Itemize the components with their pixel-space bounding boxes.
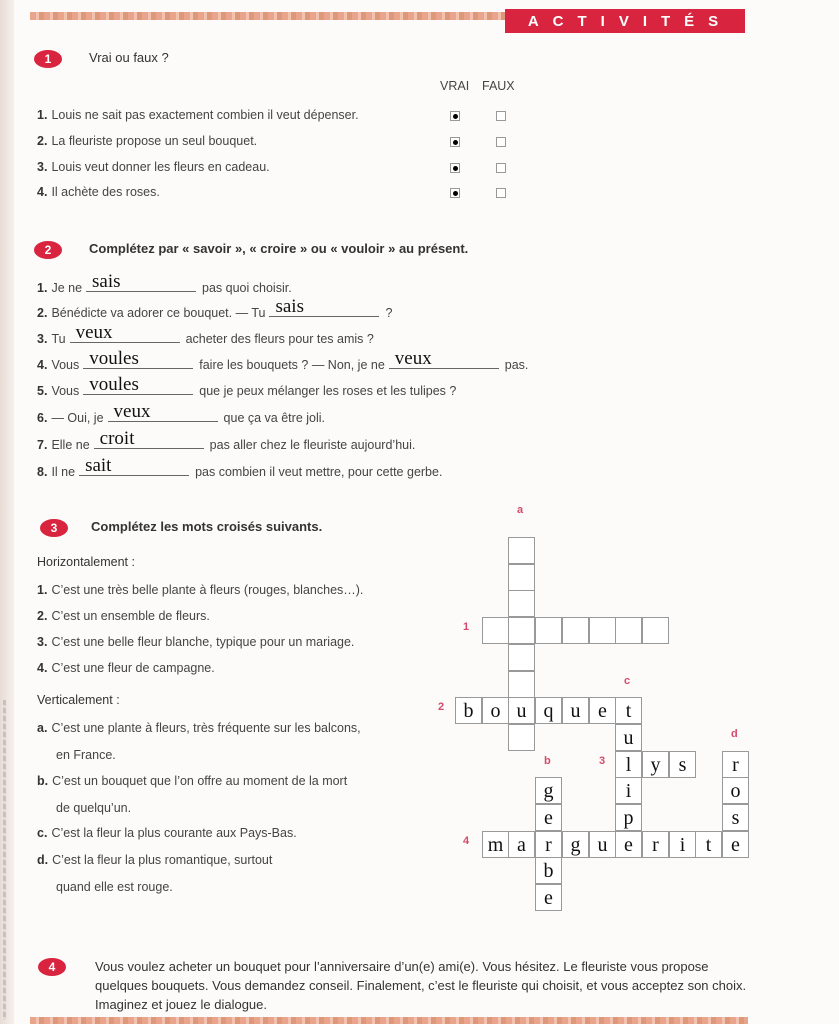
grid-label-4: 4 [463, 835, 470, 847]
clue-number: 3. [37, 635, 48, 649]
grid-label-3: 3 [599, 755, 606, 767]
activity-3-title: Complétez les mots croisés suivants. [91, 519, 323, 534]
crossword-cell[interactable]: r [722, 751, 749, 778]
true-false-item [37, 134, 257, 148]
crossword-cell[interactable] [508, 537, 535, 564]
section-title: ACTIVITÉS [505, 9, 745, 33]
clue-text: C’est une très belle plante à fleurs (rouges, blanches…). [51, 583, 364, 597]
crossword-cell[interactable]: a [508, 831, 535, 858]
grid-label-a: a [517, 504, 524, 516]
crossword-cell[interactable]: g [562, 831, 589, 858]
item-text-after: pas quoi choisir. [202, 281, 292, 295]
crossword-cell[interactable]: r [642, 831, 669, 858]
item-text-after: acheter des fleurs pour tes amis ? [185, 332, 374, 346]
item-number: 2. [37, 306, 48, 320]
answer-blank[interactable] [94, 428, 204, 449]
grid-label-b: b [544, 755, 551, 767]
crossword-cell[interactable]: s [722, 804, 749, 831]
item-text-after: pas aller chez le fleuriste aujourd’hui. [209, 438, 416, 452]
vertical-clue [37, 721, 361, 735]
fill-in-item [37, 374, 457, 398]
vertical-clue [37, 774, 347, 788]
item-number: 8. [37, 465, 48, 479]
crossword-cell[interactable] [508, 644, 535, 671]
fill-in-item [37, 348, 529, 372]
clue-number: 1. [37, 583, 48, 597]
item-number: 2. [37, 134, 48, 148]
item-text-after: faire les bouquets ? — Non, je ne [199, 358, 385, 372]
item-text-after: que ça va être joli. [223, 411, 325, 425]
item-number: 6. [37, 411, 48, 425]
activity-4-badge: 4 [38, 958, 66, 976]
clue-number: 2. [37, 609, 48, 623]
crossword-cell[interactable]: u [589, 831, 616, 858]
handwritten-answer: sais [92, 271, 121, 292]
crossword-cell[interactable]: t [615, 697, 642, 724]
clue-text: C’est une plante à fleurs, très fréquente sur les balcons, [51, 721, 361, 735]
checked-mark [453, 114, 458, 119]
vertical-clue [37, 826, 297, 840]
checked-mark [453, 166, 458, 171]
item-text-after: pas combien il veut mettre, pour cette gerbe. [195, 465, 443, 479]
activity-2-badge: 2 [34, 241, 62, 259]
crossword-cell[interactable] [508, 617, 535, 644]
clue-text: quand elle est rouge. [56, 880, 173, 894]
item-number: 5. [37, 384, 48, 398]
crossword-cell[interactable] [615, 617, 642, 644]
page-spine [0, 0, 14, 1024]
clue-text: C’est une belle fleur blanche, typique pour un mariage. [51, 635, 355, 649]
clue-number: b. [37, 774, 49, 788]
checked-mark [453, 140, 458, 145]
clue-text: C’est un bouquet que l’on offre au moment de la mort [52, 774, 348, 788]
item-number: 1. [37, 281, 48, 295]
clue-number: d. [37, 853, 49, 867]
item-text: Il achète des roses. [51, 185, 160, 199]
faux-checkbox[interactable] [496, 111, 506, 121]
crossword-cell[interactable]: q [535, 697, 562, 724]
item-text-before: Je ne [51, 281, 83, 295]
fill-in-item [37, 401, 325, 425]
activity-1-badge: 1 [34, 50, 62, 68]
vertical-label: Verticalement : [37, 693, 120, 707]
true-false-item [37, 185, 160, 199]
item-number: 1. [37, 108, 48, 122]
answer-blank[interactable] [269, 296, 379, 317]
vertical-clue-continued [56, 801, 131, 815]
crossword-cell[interactable]: e [615, 831, 642, 858]
crossword-cell[interactable]: i [615, 777, 642, 804]
item-text: Louis ne sait pas exactement combien il veut dépenser. [51, 108, 359, 122]
item-text-before: Tu [51, 332, 66, 346]
header-band [30, 12, 505, 20]
crossword-cell[interactable] [642, 617, 669, 644]
crossword-cell[interactable]: s [669, 751, 696, 778]
crossword-cell[interactable]: y [642, 751, 669, 778]
answer-blank[interactable] [70, 322, 180, 343]
fill-in-item [37, 322, 374, 346]
handwritten-answer: voules [89, 348, 139, 369]
horizontal-clue [37, 661, 215, 675]
grid-label-1: 1 [463, 621, 470, 633]
crossword-cell[interactable]: i [669, 831, 696, 858]
vrai-checkbox[interactable] [450, 188, 460, 198]
horizontal-clue [37, 609, 210, 623]
item-text: La fleuriste propose un seul bouquet. [51, 134, 258, 148]
handwritten-answer: croit [99, 428, 135, 449]
item-number: 4. [37, 185, 48, 199]
clue-number: c. [37, 826, 48, 840]
crossword-cell[interactable]: e [722, 831, 749, 858]
crossword-cell[interactable]: b [535, 857, 562, 884]
item-text-after: ? [385, 306, 393, 320]
fill-in-item [37, 296, 393, 320]
fill-in-item [37, 428, 416, 452]
crossword-cell[interactable] [508, 564, 535, 591]
crossword-cell[interactable]: u [562, 697, 589, 724]
crossword-cell[interactable] [535, 617, 562, 644]
item-number: 3. [37, 332, 48, 346]
answer-blank[interactable] [83, 374, 193, 395]
item-text-after: pas. [504, 358, 529, 372]
activity-1-title: Vrai ou faux ? [89, 50, 169, 65]
clue-number: 4. [37, 661, 48, 675]
answer-blank[interactable] [389, 348, 499, 369]
answer-blank[interactable] [83, 348, 193, 369]
item-number: 4. [37, 358, 48, 372]
item-number: 7. [37, 438, 48, 452]
faux-checkbox[interactable] [496, 188, 506, 198]
crossword-cell[interactable]: p [615, 804, 642, 831]
copyright-strip [3, 700, 6, 1020]
crossword-cell[interactable]: r [535, 831, 562, 858]
crossword-cell[interactable]: e [535, 884, 562, 911]
horizontal-clue [37, 635, 354, 649]
clue-text: C’est un ensemble de fleurs. [51, 609, 210, 623]
item-text-before: — Oui, je [51, 411, 104, 425]
handwritten-answer: veux [113, 401, 151, 422]
item-text-before: Elle ne [51, 438, 90, 452]
answer-blank[interactable] [86, 271, 196, 292]
answer-blank[interactable] [108, 401, 218, 422]
crossword-cell[interactable]: u [508, 697, 535, 724]
footer-band [30, 1017, 748, 1024]
crossword-cell[interactable]: u [615, 724, 642, 751]
crossword-cell[interactable]: o [482, 697, 509, 724]
crossword-cell[interactable]: o [722, 777, 749, 804]
vertical-clue [37, 853, 272, 867]
handwritten-answer: sais [275, 296, 304, 317]
horizontal-clue [37, 583, 363, 597]
crossword-cell[interactable] [508, 671, 535, 698]
clue-text: de quelqu’un. [56, 801, 132, 815]
crossword-cell[interactable]: b [455, 697, 482, 724]
crossword-cell[interactable]: m [482, 831, 509, 858]
checked-mark [453, 191, 458, 196]
true-false-item [37, 108, 359, 122]
vertical-clue-continued [56, 748, 116, 762]
clue-text: en France. [56, 748, 116, 762]
horizontal-label: Horizontalement : [37, 555, 135, 569]
grid-label-c: c [624, 675, 631, 687]
faux-checkbox[interactable] [496, 137, 506, 147]
crossword-cell[interactable]: e [535, 804, 562, 831]
crossword-cell[interactable]: e [589, 697, 616, 724]
handwritten-answer: veux [75, 322, 113, 343]
vrai-checkbox[interactable] [450, 111, 460, 121]
crossword-cell[interactable] [589, 617, 616, 644]
clue-text: C’est la fleur la plus courante aux Pays-Bas. [51, 826, 297, 840]
faux-checkbox[interactable] [496, 163, 506, 173]
true-false-item [37, 160, 270, 174]
item-text-before: Bénédicte va adorer ce bouquet. — Tu [51, 306, 266, 320]
item-number: 3. [37, 160, 48, 174]
fill-in-item [37, 455, 443, 479]
column-faux: FAUX [482, 79, 515, 93]
item-text-before: Vous [51, 358, 80, 372]
vertical-clue-continued [56, 880, 173, 894]
crossword-cell[interactable]: g [535, 777, 562, 804]
activity-4-instructions: Vous voulez acheter un bouquet pour l’anniversaire d’un(e) ami(e). Vous hésitez. Le fleuriste vous propose quelques bouquets. Vous demandez conseil. Finalement, c’est le fleuriste qui choisit, et vous acceptez son choix. Imaginez et jouez le dialogue. [95, 959, 747, 1012]
vrai-checkbox[interactable] [450, 163, 460, 173]
clue-number: a. [37, 721, 48, 735]
item-text-before: Il ne [51, 465, 76, 479]
clue-text: C’est la fleur la plus romantique, surtout [52, 853, 273, 867]
activity-2-title: Complétez par « savoir », « croire » ou « vouloir » au présent. [89, 241, 469, 256]
crossword-cell[interactable] [508, 590, 535, 617]
answer-blank[interactable] [79, 455, 189, 476]
column-vrai: VRAI [440, 79, 470, 93]
crossword-cell[interactable]: l [615, 751, 642, 778]
crossword-cell[interactable] [482, 617, 509, 644]
handwritten-answer: veux [394, 348, 432, 369]
crossword-cell[interactable] [508, 724, 535, 751]
grid-label-2: 2 [438, 701, 445, 713]
handwritten-answer: voules [89, 374, 139, 395]
item-text-after: que je peux mélanger les roses et les tulipes ? [199, 384, 457, 398]
handwritten-answer: sait [85, 455, 112, 476]
item-text: Louis veut donner les fleurs en cadeau. [51, 160, 270, 174]
fill-in-item [37, 271, 292, 295]
grid-label-d: d [731, 728, 738, 740]
vrai-checkbox[interactable] [450, 137, 460, 147]
crossword-cell[interactable] [562, 617, 589, 644]
crossword-cell[interactable]: t [695, 831, 722, 858]
activity-3-badge: 3 [40, 519, 68, 537]
item-text-before: Vous [51, 384, 80, 398]
clue-text: C’est une fleur de campagne. [51, 661, 215, 675]
